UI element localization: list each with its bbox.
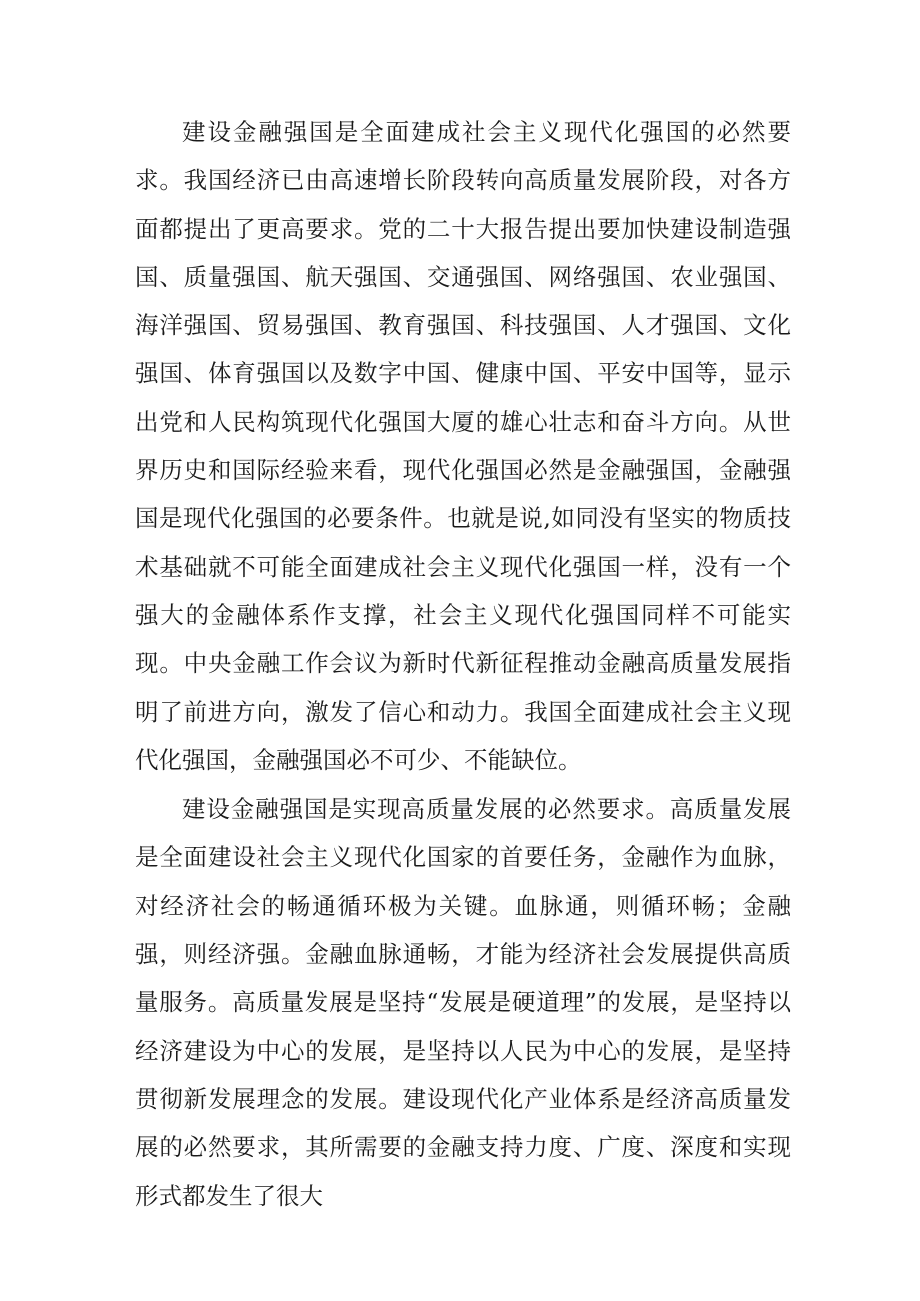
paragraph-1: 建设金融强国是全面建成社会主义现代化强国的必然要求。我国经济已由高速增长阶段转向高质量发展阶段，对各方面都提出了更高要求。党的二十大报告提出要加快建设制造强国、质量强国、航天强国、交通强国、网络强国、农业强国、海洋强国、贸易强国、教育强国、科技强国、人才强国、文化强国、体育强国以及数字中国、健康中国、平安中国等，显示出党和人民构筑现代化强国大厦的雄心壮志和奋斗方向。从世界历史和国际经验来看，现代化强国必然是金融强国，金融强国是现代化强国的必要条件。也就是说,如同没有坚实的物质技术基础就不可能全面建成社会主义现代化强国一样，没有一个强大的金融体系作支撑，社会主义现代化强国同样不可能实现。中央金融工作会议为新时代新征程推动金融高质量发展指明了前进方向，激发了信心和动力。我国全面建成社会主义现代化强国，金融强国必不可少、不能缺位。 — [135, 118, 791, 774]
document-body — [135, 108, 791, 1220]
paragraph-2: 建设金融强国是实现高质量发展的必然要求。高质量发展是全面建设社会主义现代化国家的首要任务，金融作为血脉，对经济社会的畅通循环极为关键。血脉通，则循环畅；金融强，则经济强。金融血脉通畅，才能为经济社会发展提供高质量服务。高质量发展是坚持“发展是硬道理”的发展，是坚持以经济建设为中心的发展，是坚持以人民为中心的发展，是坚持贯彻新发展理念的发展。建设现代化产业体系是经济高质量发展的必然要求，其所需要的金融支持力度、广度、深度和实现形式都发生了很大 — [135, 795, 791, 1210]
